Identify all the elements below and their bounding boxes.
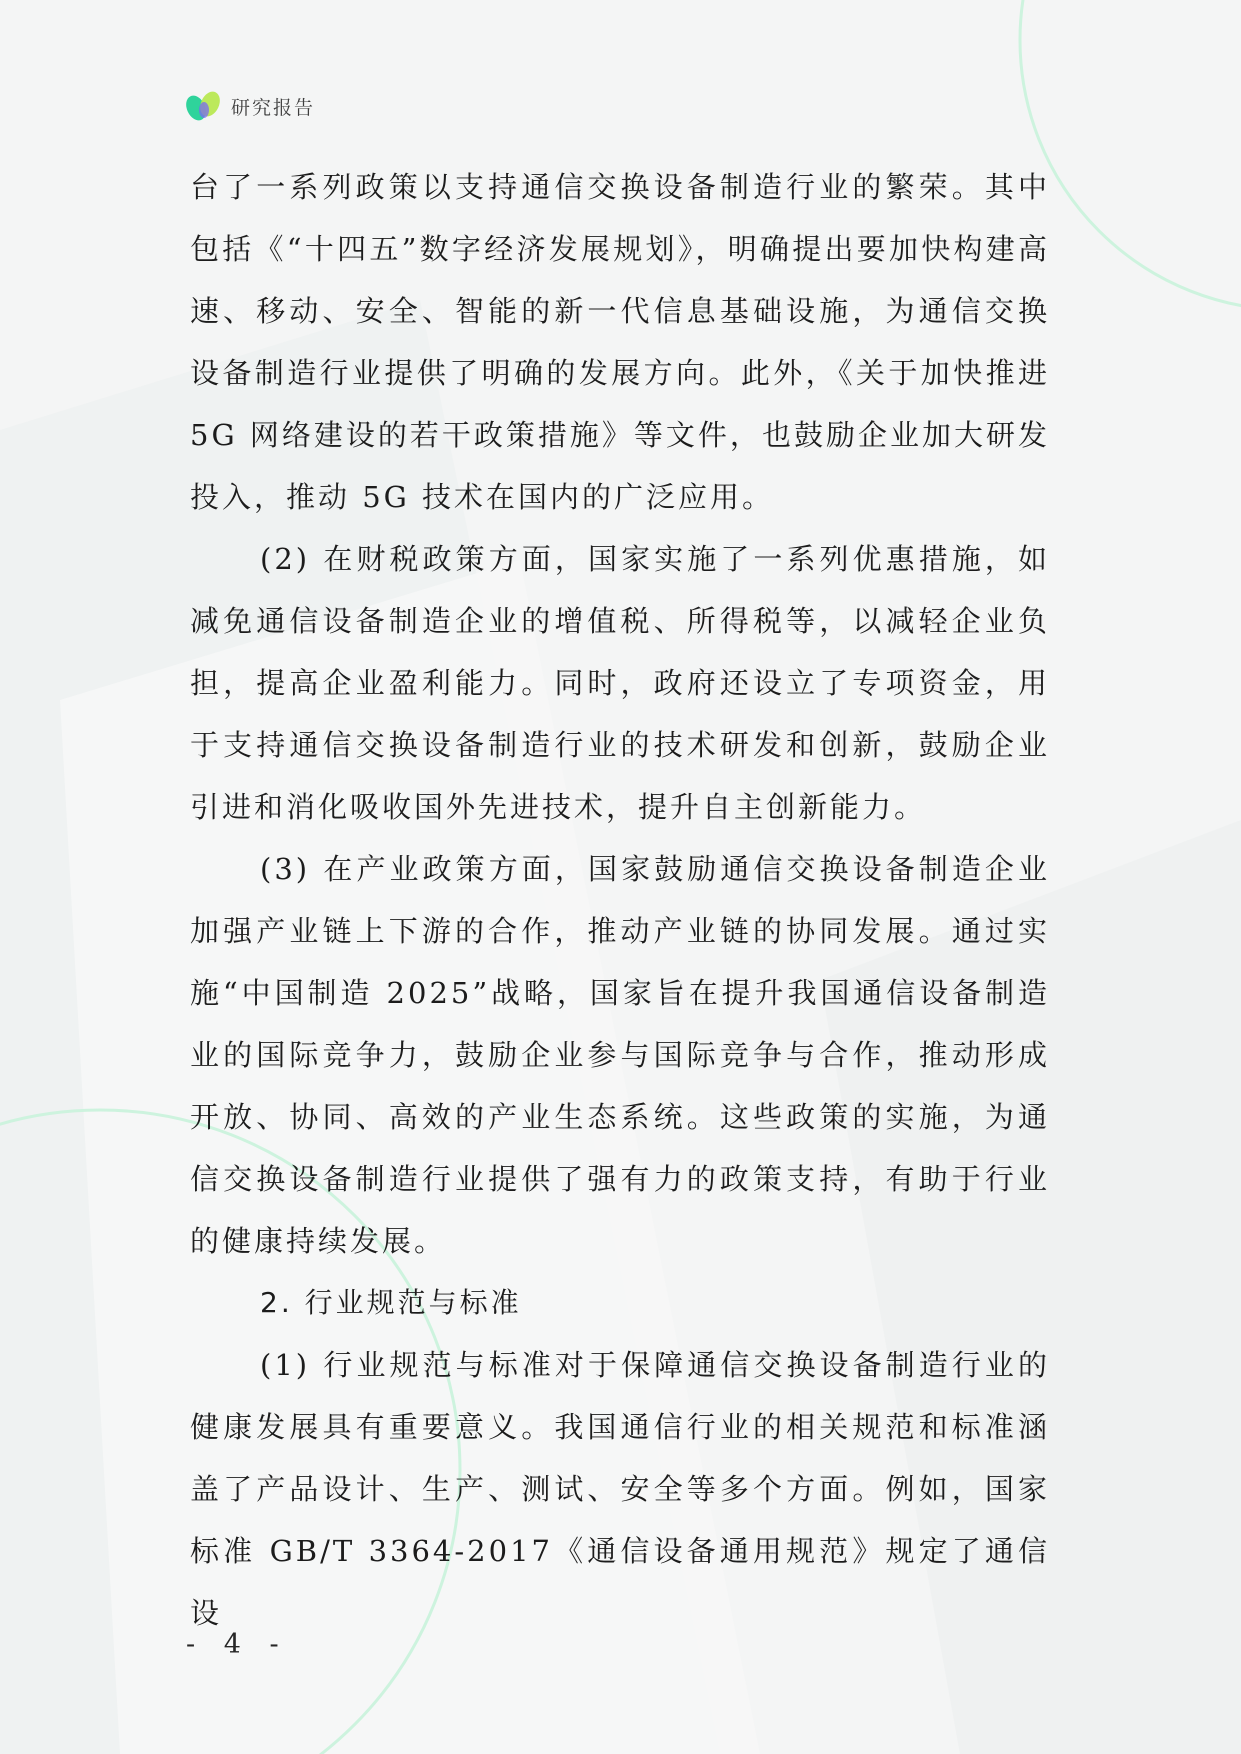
paragraph-standards: (1) 行业规范与标准对于保障通信交换设备制造行业的健康发展具有重要意义。我国通信行业的相关规范和标准涵盖了产品设计、生产、测试、安全等多个方面。例如，国家标准 GB/T 3364-2017《通信设备通用规范》规定了通信设 xyxy=(190,1348,1050,1630)
page-number: - 4 - xyxy=(186,1629,289,1660)
header-title: 研究报告 xyxy=(231,96,316,119)
paragraph-fiscal-policy: (2) 在财税政策方面，国家实施了一系列优惠措施，如减免通信设备制造企业的增值税、所得税等，以减轻企业负担，提高企业盈利能力。同时，政府还设立了专项资金，用于支持通信交换设备制造行业的技术研发和创新，鼓励企业引进和消化吸收国外先进技术，提升自主创新能力。 xyxy=(190,542,1050,824)
document-body xyxy=(190,156,1050,1644)
report-header xyxy=(186,88,315,124)
paragraph-continuation: 台了一系列政策以支持通信交换设备制造行业的繁荣。其中包括《“十四五”数字经济发展规划》，明确提出要加快构建高速、移动、安全、智能的新一代信息基础设施，为通信交换设备制造行业提供了明确的发展方向。此外，《关于加快推进 5G 网络建设的若干政策措施》等文件，也鼓励企业加大研发投入，推动 5G 技术在国内的广泛应用。 xyxy=(190,170,1050,514)
paragraph-industrial-policy: (3) 在产业政策方面，国家鼓励通信交换设备制造企业加强产业链上下游的合作，推动产业链的协同发展。通过实施“中国制造 2025”战略，国家旨在提升我国通信设备制造业的国际竞争力，鼓励企业参与国际竞争与合作，推动形成开放、协同、高效的产业生态系统。这些政策的实施，为通信交换设备制造行业提供了强有力的政策支持，有助于行业的健康持续发展。 xyxy=(190,852,1050,1258)
section-heading: 2. 行业规范与标准 xyxy=(260,1286,522,1319)
brand-logo-icon xyxy=(186,88,222,124)
